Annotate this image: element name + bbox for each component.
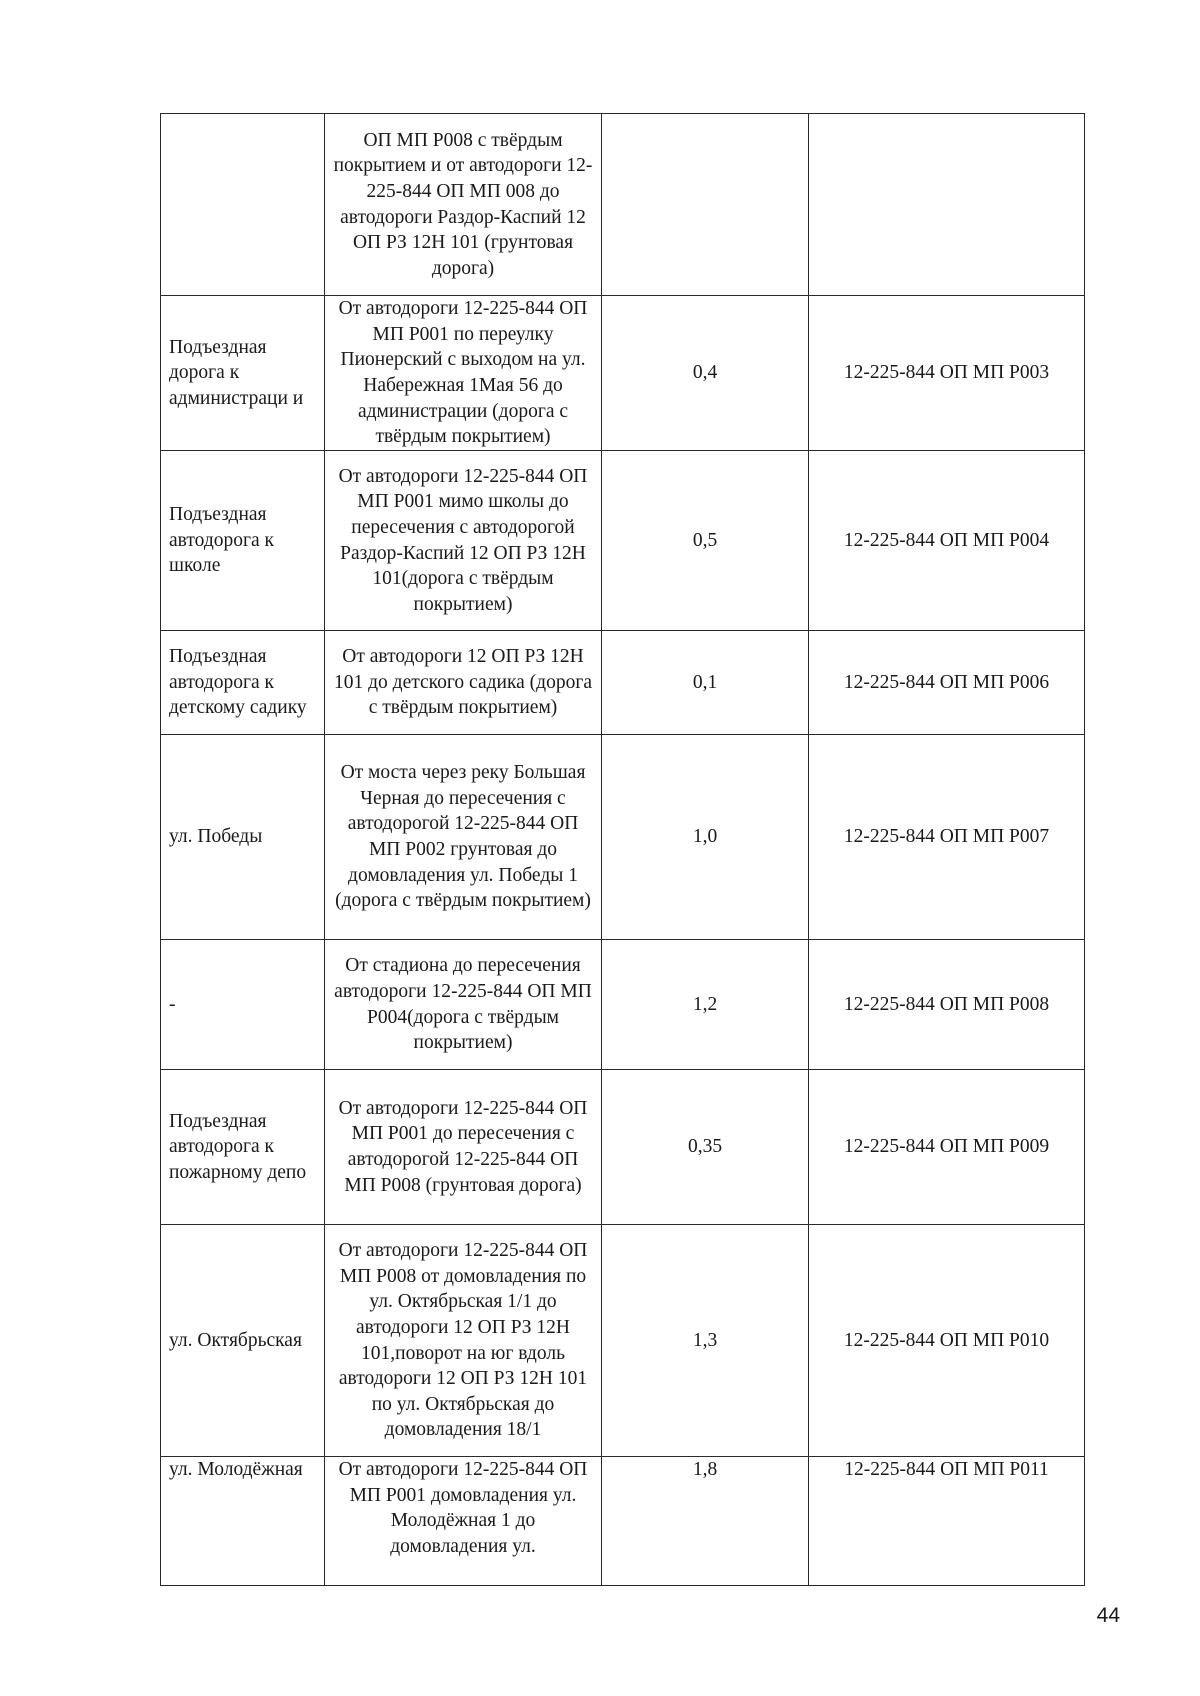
- road-description-cell: От автодороги 12-225-844 ОП МП Р008 от домовладения по ул. Октябрьская 1/1 до автодороги 12 ОП РЗ 12Н 101,поворот на юг вдоль автодороги 12 ОП РЗ 12Н 101 по ул. Октябрьская до домовладения 18/1: [325, 1225, 602, 1457]
- road-name-cell: Подъездная автодорога к детскому садику: [161, 631, 325, 735]
- road-length-cell: [602, 114, 809, 296]
- table-row: [161, 296, 1085, 451]
- road-name-cell: -: [161, 940, 325, 1070]
- table-row: [161, 735, 1085, 940]
- road-length-cell: 0,1: [602, 631, 809, 735]
- road-id-cell: 12-225-844 ОП МП Р011: [809, 1457, 1085, 1586]
- road-name-cell: [161, 114, 325, 296]
- table-row: [161, 114, 1085, 296]
- page-number: 44: [1096, 1604, 1120, 1627]
- road-length-cell: 1,3: [602, 1225, 809, 1457]
- road-length-cell: 1,2: [602, 940, 809, 1070]
- road-id-cell: 12-225-844 ОП МП Р003: [809, 296, 1085, 451]
- road-id-cell: [809, 114, 1085, 296]
- road-description-cell: От моста через реку Большая Черная до пересечения с автодорогой 12-225-844 ОП МП Р002 грунтовая до домовладения ул. Победы 1 (дорога с твёрдым покрытием): [325, 735, 602, 940]
- road-id-cell: 12-225-844 ОП МП Р007: [809, 735, 1085, 940]
- table-row: [161, 631, 1085, 735]
- road-name-cell: ул. Молодёжная: [161, 1457, 325, 1586]
- table-row: [161, 1225, 1085, 1457]
- road-name-cell: Подъездная автодорога к пожарному депо: [161, 1070, 325, 1225]
- road-description-cell: От автодороги 12-225-844 ОП МП Р001 по переулку Пионерский с выходом на ул. Набережная 1Мая 56 до администрации (дорога с твёрдым покрытием): [325, 296, 602, 451]
- road-length-cell: 0,4: [602, 296, 809, 451]
- road-name-cell: ул. Октябрьская: [161, 1225, 325, 1457]
- road-id-cell: 12-225-844 ОП МП Р004: [809, 451, 1085, 631]
- road-description-cell: От автодороги 12-225-844 ОП МП Р001 домовладения ул. Молодёжная 1 до домовладения ул.: [325, 1457, 602, 1586]
- road-id-cell: 12-225-844 ОП МП Р009: [809, 1070, 1085, 1225]
- table-row: [161, 940, 1085, 1070]
- road-length-cell: 1,0: [602, 735, 809, 940]
- road-length-cell: 0,5: [602, 451, 809, 631]
- road-id-cell: 12-225-844 ОП МП Р008: [809, 940, 1085, 1070]
- road-description-cell: От стадиона до пересечения автодороги 12-225-844 ОП МП Р004(дорога с твёрдым покрытием): [325, 940, 602, 1070]
- table-row: [161, 1457, 1085, 1586]
- road-name-cell: Подъездная дорога к администраци и: [161, 296, 325, 451]
- road-description-cell: От автодороги 12-225-844 ОП МП Р001 мимо школы до пересечения с автодорогой Раздор-Каспий 12 ОП РЗ 12Н 101(дорога с твёрдым покрытием): [325, 451, 602, 631]
- road-length-cell: 0,35: [602, 1070, 809, 1225]
- table-row: [161, 1070, 1085, 1225]
- road-length-cell: 1,8: [602, 1457, 809, 1586]
- table-row: [161, 451, 1085, 631]
- road-name-cell: Подъездная автодорога к школе: [161, 451, 325, 631]
- road-id-cell: 12-225-844 ОП МП Р006: [809, 631, 1085, 735]
- road-name-cell: ул. Победы: [161, 735, 325, 940]
- road-description-cell: От автодороги 12 ОП РЗ 12Н 101 до детского садика (дорога с твёрдым покрытием): [325, 631, 602, 735]
- road-description-cell: ОП МП Р008 с твёрдым покрытием и от автодороги 12-225-844 ОП МП 008 до автодороги Раздор-Каспий 12 ОП РЗ 12Н 101 (грунтовая дорога): [325, 114, 602, 296]
- road-id-cell: 12-225-844 ОП МП Р010: [809, 1225, 1085, 1457]
- roads-table: [160, 113, 1085, 1586]
- road-description-cell: От автодороги 12-225-844 ОП МП Р001 до пересечения с автодорогой 12-225-844 ОП МП Р008 (грунтовая дорога): [325, 1070, 602, 1225]
